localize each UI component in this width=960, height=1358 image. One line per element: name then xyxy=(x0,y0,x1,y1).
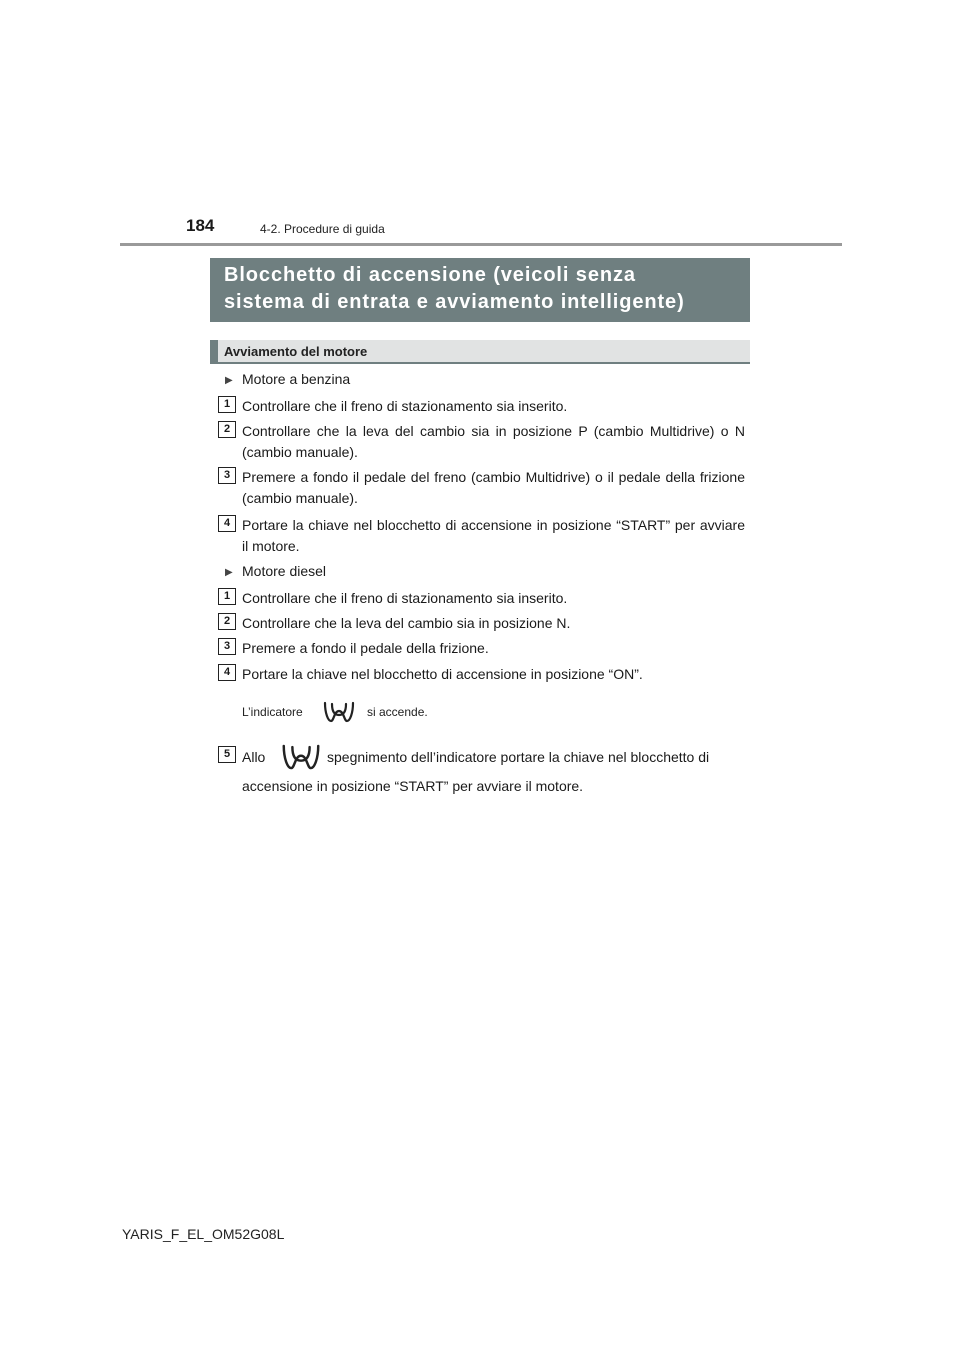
step-text: Premere a fondo il pedale del freno (cambio Multidrive) o il pedale della frizione (cambio manuale). xyxy=(242,469,745,506)
step-text: Controllare che il freno di stazionamento sia inserito. xyxy=(242,398,568,414)
diesel-heading: Motore diesel xyxy=(242,563,327,579)
step-text: Controllare che il freno di stazionamento sia inserito. xyxy=(242,590,568,606)
step-badge: 1 xyxy=(218,396,236,413)
step5-text-before: Allo xyxy=(242,749,266,765)
step-badge: 4 xyxy=(218,515,236,532)
step-text: Premere a fondo il pedale della frizione. xyxy=(242,640,489,656)
glow-plug-indicator-icon xyxy=(322,699,356,725)
page-title-line-2: sistema di entrata e avviamento intelligente) xyxy=(224,291,685,313)
indicator-note-after: si accende. xyxy=(367,705,428,719)
step-text: Portare la chiave nel blocchetto di accensione in posizione “START” per avviare il motore. xyxy=(242,517,745,554)
triangle-right-icon: ▶ xyxy=(225,375,233,386)
page-title xyxy=(210,258,750,322)
step-text: Controllare che la leva del cambio sia in posizione P (cambio Multidrive) o N (cambio manuale). xyxy=(242,423,745,460)
step5-text-line2: accensione in posizione “START” per avviare il motore. xyxy=(242,778,584,794)
section-heading xyxy=(210,340,750,364)
petrol-heading: Motore a benzina xyxy=(242,371,351,387)
page-title-line-1: Blocchetto di accensione (veicoli senza xyxy=(224,264,636,286)
step-badge: 3 xyxy=(218,638,236,655)
step-badge: 4 xyxy=(218,664,236,681)
section-heading-label: Avviamento del motore xyxy=(224,344,368,359)
indicator-note-before: L’indicatore xyxy=(242,705,303,719)
breadcrumb: 4-2. Procedure di guida xyxy=(260,222,385,236)
step5-text-after: spegnimento dell’indicatore portare la chiave nel blocchetto di xyxy=(327,749,710,765)
step-badge: 3 xyxy=(218,467,236,484)
page-number: 184 xyxy=(186,216,215,235)
glow-plug-indicator-icon xyxy=(280,741,322,773)
header-divider xyxy=(120,243,842,246)
step-text: Portare la chiave nel blocchetto di accensione in posizione “ON”. xyxy=(242,666,643,682)
step-badge: 5 xyxy=(218,746,236,763)
step-badge: 2 xyxy=(218,613,236,630)
step-text: Controllare che la leva del cambio sia in posizione N. xyxy=(242,615,571,631)
step-badge: 1 xyxy=(218,588,236,605)
triangle-right-icon: ▶ xyxy=(225,567,233,578)
document-code: YARIS_F_EL_OM52G08L xyxy=(122,1226,285,1242)
step-badge: 2 xyxy=(218,421,236,438)
